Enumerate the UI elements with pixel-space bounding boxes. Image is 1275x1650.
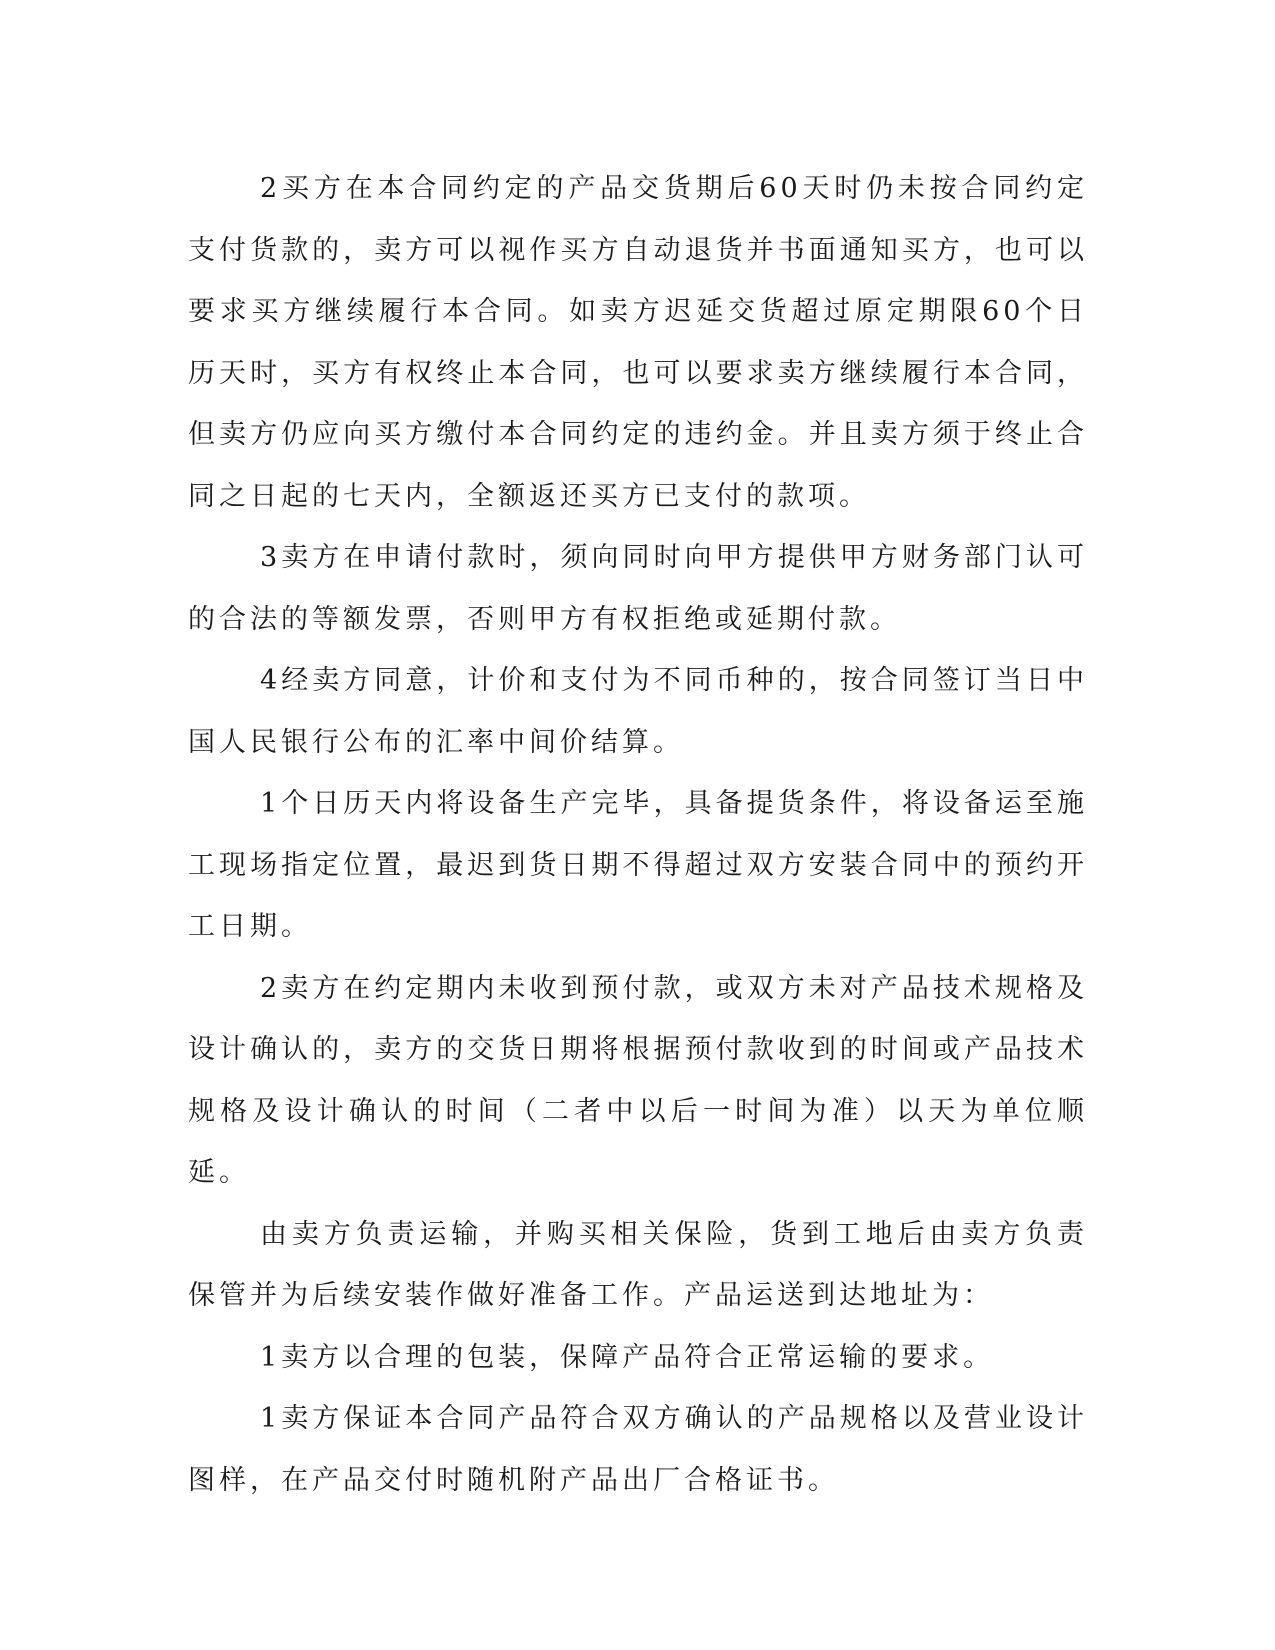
paragraph-transport-insurance: 由卖方负责运输，并购买相关保险，货到工地后由卖方负责保管并为后续安装作做好准备工作。产品运送到达地址为： (188, 1218, 1088, 1311)
paragraph-currency-settlement: 4经卖方同意，计价和支付为不同币种的，按合同签订当日中国人民银行公布的汇率中间价结算。 (188, 665, 1088, 758)
paragraph-production-delivery: 1个日历天内将设备生产完毕，具备提货条件，将设备运至施工现场指定位置，最迟到货日期不得超过双方安装合同中的预约开工日期。 (188, 788, 1088, 942)
paragraph-delivery-postponement: 2卖方在约定期内未收到预付款，或双方未对产品技术规格及设计确认的，卖方的交货日期将根据预付款收到的时间或产品技术规格及设计确认的时间（二者中以后一时间为准）以天为单位顺延。 (188, 972, 1088, 1188)
paragraph-invoice-requirement: 3卖方在申请付款时，须向同时向甲方提供甲方财务部门认可的合法的等额发票，否则甲方有权拒绝或延期付款。 (188, 542, 1088, 635)
paragraph-quality-certificate: 1卖方保证本合同产品符合双方确认的产品规格以及营业设计图样，在产品交付时随机附产品出厂合格证书。 (188, 1403, 1088, 1496)
paragraph-buyer-delay-terms: 2买方在本合同约定的产品交货期后60天时仍未按合同约定支付货款的，卖方可以视作买方自动退货并书面通知买方，也可以要求买方继续履行本合同。如卖方迟延交货超过原定期限60个日历天时，买方有权终止本合同，也可以要求卖方继续履行本合同，但卖方仍应向买方缴付本合同约定的违约金。并且卖方须于终止合同之日起的七天内，全额返还买方已支付的款项。 (188, 173, 1088, 512)
paragraph-packaging: 1卖方以合理的包装，保障产品符合正常运输的要求。 (260, 1341, 995, 1373)
document-body (188, 158, 1088, 1511)
